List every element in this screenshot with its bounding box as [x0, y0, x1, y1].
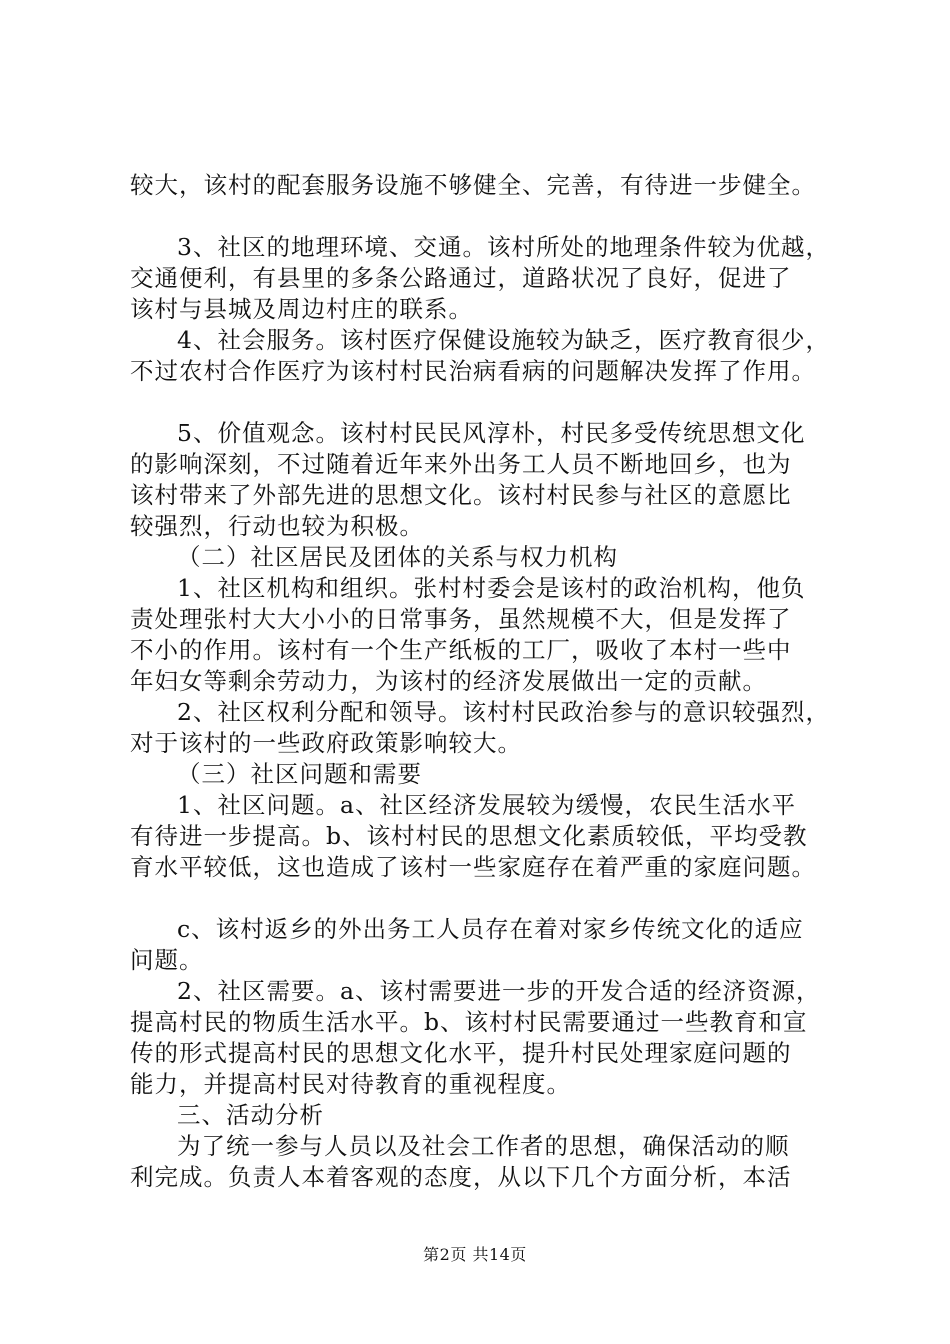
text-line: 提高村民的物质生活水平。b、该村村民需要通过一些教育和宣: [130, 1008, 808, 1036]
text-line: 该村带来了外部先进的思想文化。该村村民参与社区的意愿比: [130, 481, 792, 509]
text-line: 较强烈，行动也较为积极。: [130, 512, 424, 540]
text-line: 3、社区的地理环境、交通。该村所处的地理条件较为优越，: [177, 233, 830, 261]
section-heading: （三）社区问题和需要: [177, 760, 422, 788]
text-line: 对于该村的一些政府政策影响较大。: [130, 729, 522, 757]
text-line: 责处理张村大大小小的日常事务，虽然规模不大，但是发挥了: [130, 605, 792, 633]
text-line: 5、价值观念。该村村民民风淳朴，村民多受传统思想文化: [177, 419, 806, 447]
text-line: 1、社区机构和组织。张村村委会是该村的政治机构，他负: [177, 574, 806, 602]
text-line: c、该村返乡的外出务工人员存在着对家乡传统文化的适应: [177, 915, 804, 943]
text-line: 4、社会服务。该村医疗保健设施较为缺乏，医疗教育很少，: [177, 326, 830, 354]
text-line: 1、社区问题。a、社区经济发展较为缓慢，农民生活水平: [177, 791, 796, 819]
text-line: 问题。: [130, 946, 204, 974]
page-number-footer: 第2页 共14页: [423, 1245, 527, 1264]
text-line: 为了统一参与人员以及社会工作者的思想，确保活动的顺: [177, 1132, 790, 1160]
section-heading: 三、活动分析: [177, 1101, 324, 1129]
text-line: 交通便利，有县里的多条公路通过，道路状况了良好，促进了: [130, 264, 792, 292]
text-line: 利完成。负责人本着客观的态度，从以下几个方面分析，本活: [130, 1163, 792, 1191]
text-line: 能力，并提高村民对待教育的重视程度。: [130, 1070, 571, 1098]
text-line: 2、社区需要。a、该村需要进一步的开发合适的经济资源，: [177, 977, 821, 1005]
section-heading: （二）社区居民及团体的关系与权力机构: [177, 543, 618, 571]
text-line: 有待进一步提高。b、该村村民的思想文化素质较低，平均受教: [130, 822, 808, 850]
text-line: 育水平较低，这也造成了该村一些家庭存在着严重的家庭问题。: [130, 853, 816, 881]
document-body: [130, 170, 850, 1193]
text-line: 的影响深刻，不过随着近年来外出务工人员不断地回乡，也为: [130, 450, 792, 478]
text-line: 2、社区权利分配和领导。该村村民政治参与的意识较强烈，: [177, 698, 830, 726]
text-line: 不小的作用。该村有一个生产纸板的工厂，吸收了本村一些中: [130, 636, 792, 664]
text-line: 年妇女等剩余劳动力，为该村的经济发展做出一定的贡献。: [130, 667, 767, 695]
text-line: 较大，该村的配套服务设施不够健全、完善，有待进一步健全。: [130, 171, 816, 199]
text-line: 不过农村合作医疗为该村村民治病看病的问题解决发挥了作用。: [130, 357, 816, 385]
text-line: 该村与县城及周边村庄的联系。: [130, 295, 473, 323]
text-line: 传的形式提高村民的思想文化水平，提升村民处理家庭问题的: [130, 1039, 792, 1067]
